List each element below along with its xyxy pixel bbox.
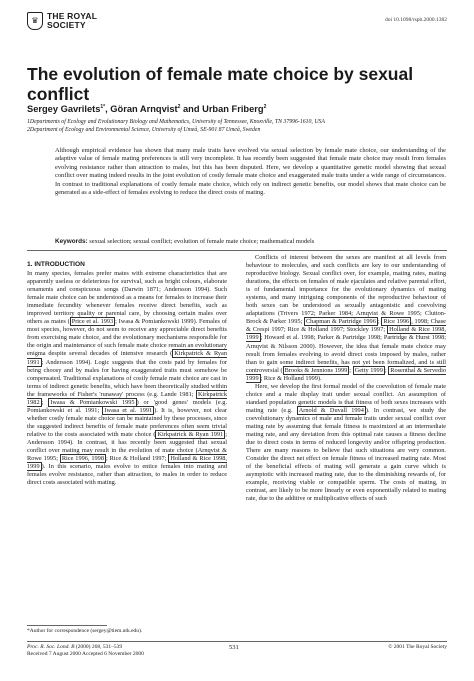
citation-link[interactable]: Rice 1996 [383,318,410,326]
section-heading: 1. INTRODUCTION [27,261,85,268]
volume-info: (2000) 268, 531–539 [74,644,123,650]
author-list [27,104,266,114]
citation-link[interactable]: Price et al. 1993 [71,318,114,326]
citation-link[interactable]: Iwasa et al. 1991 [104,406,153,414]
citation-link[interactable]: Rosenthal & Servedio 1999 [246,366,446,382]
copyright: © 2001 The Royal Society [388,644,447,650]
journal-name: Proc. R. Soc. Lond. B [27,644,75,650]
publisher-name [47,12,97,30]
doi-label[interactable]: doi 10.1098/rspb.2000.1382 [384,17,447,23]
abstract: Although empirical evidence has shown that many male traits have evolved via sexual selection by female mate choice, our understanding of the adaptive value of female mating preferences is still very incomplete. It has recently been suggested that female mate choice may result from females evolving resistance rather than attraction to males, but this has been disputed. Here, we develop a quantitative genetic model showing that sexual conflict over mating indeed results in the joint evolution of costly female mate choice and exaggerated male traits under a wide range of circumstances. In contrast to traditional explanations of costly female mate choice, which rely on indirect genetic benefits, our model shows that mate choice can be generated as a side-effect of females evolving to reduce the direct costs of mating. [55,147,446,197]
author-arnqvist: , Göran Arnqvist [105,104,178,115]
keywords [55,238,446,246]
page-number: 531 [229,644,239,651]
citation-link[interactable]: Holland & Rice 1998, 1999 [27,455,227,471]
affiliation-1: 1Departments of Ecology and Evolutionary Biology and Mathematics, University of Tennessee, Knoxville, TN 37996-1610, USA [27,119,325,125]
citation-link[interactable]: Rice 1996, 1998 [61,455,104,463]
author-gavrilets: Sergey Gavrilets [27,104,101,115]
footnote-divider [27,625,107,626]
publisher-name-line1: THE ROYAL [47,11,98,21]
paper-title: The evolution of female mate choice by sexual conflict [27,64,414,104]
intro-paragraph-3: Here, we develop the first formal model of the coevolution of female mate choice and a male display trait under sexual conflict. An assumption of standard population genetic models is that fitness of both sexes increases with mating rate (e.g. Arnold & Duvall 1994 ). In contrast, we study the coevolutionary dynamics of male and female traits under sexual conflict over mating rate by assuming that female fitness is maximized at an intermediate mating rate, and any deviation from this optimal rate causes a fitness decline due to direct costs in terms of reduced longevity and/or offspring production. There are many reasons to believe that such situations are very common. Consider the direct net effect on female fitness of increased mating rate. Most of the beneficial effects of mating will generate a gain curve which is asymptotic with increased mating rate, due to the diminishing rewards of, for example, receiving viable or compatible sperm. The costs of mating, in contrast, are likely to be more linearly or even exponentially related to mating rate, due to the additive or multiplicative effects of such [246,382,446,503]
correspondence-footnote: *Author for correspondence (sergey@tiem.utk.edu). [27,628,143,634]
footer-divider [27,641,447,642]
keywords-label: Keywords: [55,238,88,245]
citation-link[interactable]: Brooks & Jennions 1999 [284,366,348,374]
affiliation-2: 2Department of Ecology and Environmental Science, University of Umeå, SE-901 87 Umeå, Sweden [27,127,261,133]
citation-link[interactable]: Iwasa & Pomiankowski 1995 [50,398,135,406]
author-gavrilets-affil: 1* [100,104,106,110]
author-arnqvist-affil: 2 [177,104,181,110]
citation-link[interactable]: Kirkpatrick 1982 [27,390,227,406]
section-divider [27,250,447,251]
citation-link[interactable]: Kirkpatrick & Ryan 1991 [157,430,224,438]
publisher-name-line2: SOCIETY [47,20,86,30]
column-right [246,254,446,503]
intro-paragraph-1: In many species, females prefer mates with extreme characteristics that are apparently useless or deleterious for survival, such as bright colours, elaborate ornaments and conspicuous songs (Darwin 1871; Andersson 1994). Such female mate choice can be understood as a means for females to increase their immediate fecundity whenever females receive direct benefits, such as improved territory quality or parental care, by choosing certain males over others as mates ( Price et al. 1993 ; Iwasa & Pomiankowski 1999). Females of most species, however, do not seem to receive any appreciable direct benefits from exercising mate choice, and the evolutionary mechanisms responsible for the origin and maintenance of such female mate choice remain an evolutionary enigma despite several decades of intensive research ( Kirkpatrick & Ryan 1991 ; Andersson 1994). Logic suggests that the costs paid by females for being choosy and by males for having exaggerated traits must somehow be compensated. Traditional explanations of costly female mate choice are cast in terms of indirect genetic benefits, which have been theoretically studied within the frameworks of Fisher's 'runaway' process (e.g. Lande 1981; Kirkpatrick 1982 ; Iwasa & Pomiankowski 1995 ) or 'good genes' models (e.g. Pomiankowski et al. 1991; Iwasa et al. 1991 ). It is, however, not clear whether costly female mate choice can be maintained by these processes, since the suggested indirect benefits of female mate preferences often seem trivial relative to the costs associated with mate choice ( Kirkpatrick & Ryan 1991 ; Andersson 1994). In contrast, it has recently been suggested that sexual conflict over mating may result in the evolution of mate choice (Arnqvist & Rowe 1995; Rice 1996, 1998 ; Rice & Holland 1997; Holland & Rice 1998, 1999 ). In this scenario, males evolve to entice females into mating and females evolve resistance, rather than attraction, to males in order to reduce direct costs associated with mating. [27,270,228,487]
crest-icon: ♛ [27,12,43,30]
citation-link[interactable]: Kirkpatrick & Ryan 1991 [27,350,227,366]
royal-society-logo [27,12,97,30]
citation-link[interactable]: Holland & Rice 1998, 1999 [246,326,446,342]
citation-info [27,644,144,658]
intro-paragraph-2: Conflicts of interest between the sexes are manifest at all levels from behaviour to molecules, and such conflicts are key to our understanding of reproductive biology. Sexual conflict over, for example, mating rates, mating durations, the effects on females of male ejaculates and relative parental effort, is of fundamental importance for the evolutionary dynamics of mating systems, and many intriguing components of the reproductive behaviour of both sexes can be understood as sexually antagonistic and coevolving adaptations (Trivers 1972; Parker 1984; Arnqvist & Rowe 1995; Clutton-Brock & Parker 1995; Chapman & Partridge 1996 ; Rice 1996 , 1998; Chase & Crespi 1997; Rice & Holland 1997; Stockley 1997; Holland & Rice 1998, 1999 ; Howard et al. 1998; Parker & Partridge 1998; Partridge & Hurst 1998; Arnqvist & Nilsson 2000). However, the idea that female mate choice may result from females evolving to avoid direct costs imposed by males, rather than to gain some indirect benefits, has not yet been formalized, and is still controversial ( Brooks & Jennions 1999 ; Getty 1999 ; Rosenthal & Servedio 1999 ; Rice & Holland 1999). [246,254,446,382]
citation-link[interactable]: Arnold & Duvall 1994 [298,406,364,414]
citation-link[interactable]: Chapman & Partridge 1996 [305,318,376,326]
column-left [27,270,227,487]
author-friberg-affil: 2 [263,104,267,110]
author-friberg: and Urban Friberg [180,104,264,115]
citation-link[interactable]: Getty 1999 [354,366,383,374]
received-dates: Received 7 August 2000 Accepted 6 November 2000 [27,651,144,657]
keywords-text: sexual selection; sexual conflict; evolution of female mate choice; mathematical models [87,238,315,245]
